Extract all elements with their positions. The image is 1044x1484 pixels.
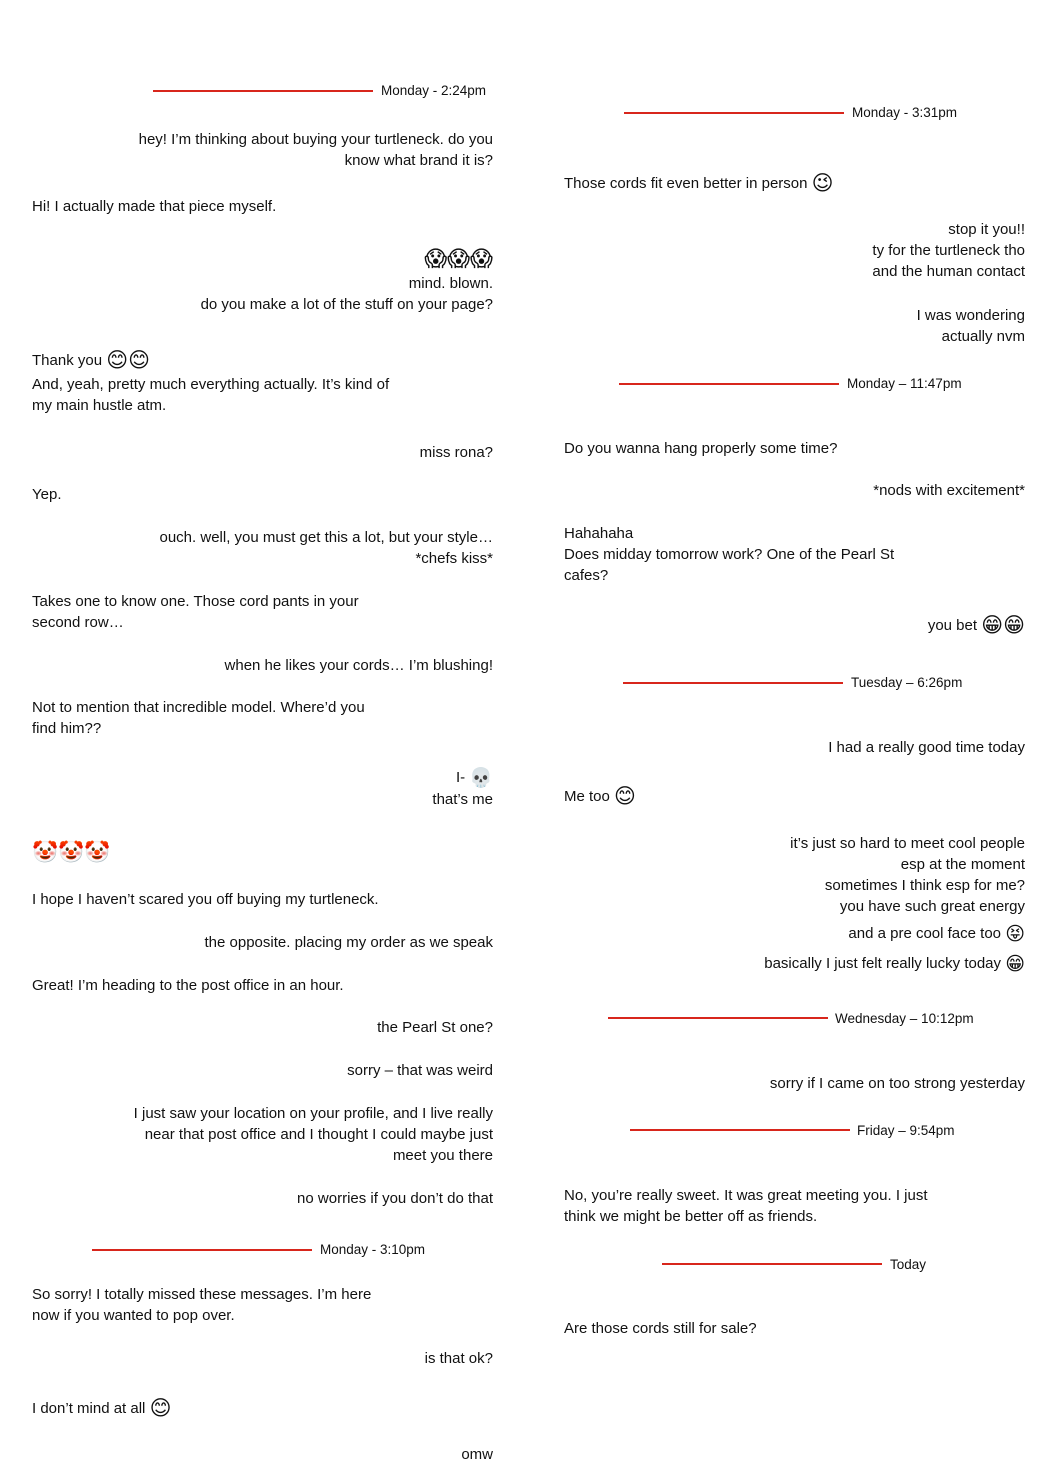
timestamp-divider-line <box>624 112 844 114</box>
grin-emoji-icon: 😁 <box>1005 953 1025 975</box>
timestamp-label: Wednesday – 10:12pm <box>835 1011 974 1026</box>
message-outgoing: no worries if you don’t do that <box>297 1190 493 1207</box>
message-outgoing: is that ok? <box>424 1350 493 1367</box>
message-line: you have such great energy <box>839 898 1025 915</box>
message-line: do you make a lot of the stuff on your page? <box>200 296 493 313</box>
skull-emoji-icon: 💀 <box>469 767 493 789</box>
message-outgoing <box>432 767 493 810</box>
message-incoming <box>32 591 359 633</box>
message-line: ty for the turtleneck tho <box>872 242 1025 259</box>
message-outgoing <box>201 245 493 315</box>
message-line: ouch. well, you must get this a lot, but your style… <box>159 529 493 546</box>
message-incoming: Do you wanna hang properly some time? <box>564 440 838 457</box>
timestamp-label: Monday – 11:47pm <box>847 376 962 391</box>
message-outgoing: the opposite. placing my order as we speak <box>204 934 493 951</box>
message-incoming <box>564 523 894 586</box>
message-line: Hahahaha <box>564 525 634 542</box>
message-text: Me too <box>564 788 610 805</box>
timestamp-label: Friday – 9:54pm <box>857 1123 955 1138</box>
message-incoming: Hi! I actually made that piece myself. <box>32 198 277 215</box>
message-line: second row… <box>32 614 124 631</box>
message-incoming <box>32 1284 371 1326</box>
message-line: it’s just so hard to meet cool people <box>790 835 1025 852</box>
timestamp-label: Tuesday – 6:26pm <box>851 675 963 690</box>
message-outgoing: omw <box>461 1446 493 1463</box>
message-incoming: Yep. <box>32 486 62 503</box>
timestamp-divider-line <box>608 1017 828 1019</box>
message-incoming: Are those cords still for sale? <box>564 1320 757 1337</box>
message-outgoing: miss rona? <box>419 444 493 461</box>
message-outgoing <box>928 615 1025 636</box>
message-text: Those cords fit even better in person <box>564 175 808 192</box>
message-line: hey! I’m thinking about buying your turtleneck. do you <box>138 131 493 148</box>
message-outgoing: I had a really good time today <box>828 739 1025 756</box>
message-line: I just saw your location on your profile, and I live really <box>133 1105 493 1122</box>
message-line: meet you there <box>392 1147 493 1164</box>
message-line <box>32 350 389 371</box>
message-outgoing: when he likes your cords… I’m blushing! <box>224 657 493 674</box>
message-line: Does midday tomorrow work? One of the Pearl St <box>564 546 895 563</box>
message-line: *chefs kiss* <box>415 550 493 567</box>
message-line: Not to mention that incredible model. Where’d you <box>32 699 365 716</box>
message-line: know what brand it is? <box>344 152 493 169</box>
clown-emoji-icon: 🤡🤡🤡 <box>32 841 111 864</box>
timestamp-divider-line <box>619 383 839 385</box>
timestamp-label: Monday - 3:10pm <box>320 1242 426 1257</box>
scream-emoji-icon: 😱😱😱 <box>424 246 493 271</box>
grin-emoji-icon: 😁😁 <box>981 613 1025 637</box>
message-line: now if you wanted to pop over. <box>32 1307 235 1324</box>
timestamp-divider-line <box>153 90 373 92</box>
message-line <box>764 923 1025 945</box>
message-line: that’s me <box>432 791 493 808</box>
message-line: and the human contact <box>872 263 1025 280</box>
timestamp-divider-line <box>662 1263 882 1265</box>
message-line: sometimes I think esp for me? <box>824 877 1025 894</box>
message-line <box>432 767 493 789</box>
message-line: my main hustle atm. <box>32 397 167 414</box>
message-outgoing <box>764 833 1025 975</box>
message-outgoing: sorry if I came on too strong yesterday <box>769 1075 1025 1092</box>
message-line: find him?? <box>32 720 102 737</box>
smile-emoji-icon: 😊 <box>149 1396 172 1420</box>
timestamp-divider-line <box>623 682 843 684</box>
message-incoming: Great! I’m heading to the post office in an hour. <box>32 977 344 994</box>
timestamp-label: Monday - 2:24pm <box>381 83 487 98</box>
message-text: Thank you <box>32 352 103 369</box>
message-incoming <box>32 1398 171 1419</box>
message-outgoing: *nods with excitement* <box>873 482 1025 499</box>
message-line: No, you’re really sweet. It was great meeting you. I just <box>564 1187 928 1204</box>
message-text: I don’t mind at all <box>32 1400 146 1417</box>
tongue-emoji-icon: 😝 <box>1005 923 1025 945</box>
message-line: near that post office and I thought I could maybe just <box>144 1126 493 1143</box>
timestamp-divider-line <box>630 1129 850 1131</box>
message-outgoing <box>872 219 1025 282</box>
message-incoming <box>564 1185 928 1227</box>
message-line: esp at the moment <box>900 856 1025 873</box>
message-incoming <box>564 173 834 194</box>
smile-emoji-icon: 😊😊 <box>106 348 151 372</box>
message-line: stop it you!! <box>948 221 1025 238</box>
smile-emoji-icon: 😊 <box>614 784 636 808</box>
message-line: think we might be better off as friends. <box>564 1208 818 1225</box>
message-text: I- <box>455 769 466 786</box>
message-outgoing <box>160 527 494 569</box>
message-line: So sorry! I totally missed these messages. I’m here <box>32 1286 372 1303</box>
timestamp-divider-line <box>92 1249 312 1251</box>
message-text: basically I just felt really lucky today <box>764 955 1002 972</box>
message-line: I was wondering <box>916 307 1025 324</box>
message-outgoing <box>917 305 1025 347</box>
message-outgoing <box>139 129 493 171</box>
message-incoming <box>564 786 636 807</box>
message-outgoing <box>134 1103 493 1166</box>
timestamp-label: Monday - 3:31pm <box>852 105 958 120</box>
wink-emoji-icon: 😉 <box>811 171 834 195</box>
message-outgoing: the Pearl St one? <box>377 1019 493 1036</box>
message-line: actually nvm <box>941 328 1025 345</box>
message-line <box>764 953 1025 975</box>
message-text: and a pre cool face too <box>848 925 1002 942</box>
message-line: cafes? <box>564 567 609 584</box>
message-line: mind. blown. <box>408 275 493 292</box>
message-line: Takes one to know one. Those cord pants in your <box>32 593 359 610</box>
message-incoming: I hope I haven’t scared you off buying my turtleneck. <box>32 891 379 908</box>
message-text: you bet <box>927 617 978 634</box>
message-incoming <box>32 697 365 739</box>
message-incoming <box>32 350 389 416</box>
timestamp-label: Today <box>890 1257 927 1272</box>
message-outgoing: sorry – that was weird <box>347 1062 493 1079</box>
message-line: And, yeah, pretty much everything actually. It’s kind of <box>32 376 390 393</box>
